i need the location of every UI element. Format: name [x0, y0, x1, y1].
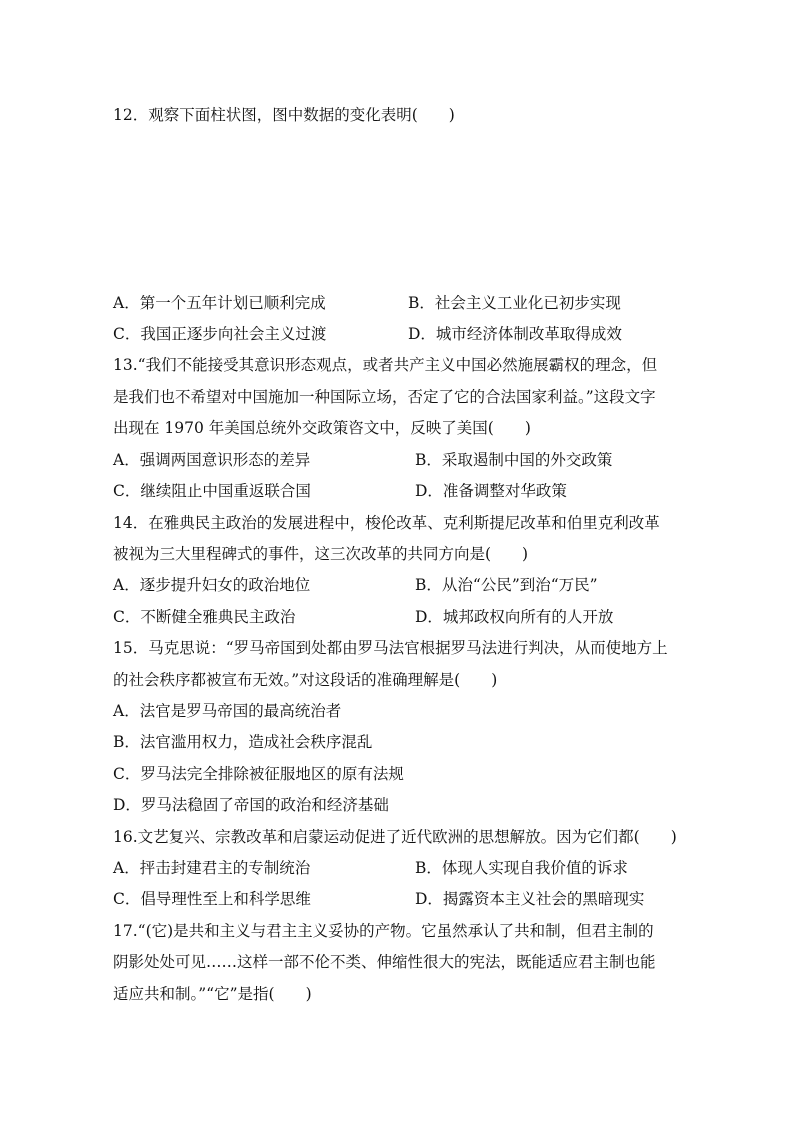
q15-option-a: A．法官是罗马帝国的最高统治者	[113, 702, 342, 720]
q16-stem: 16.文艺复兴、宗教改革和启蒙运动促进了近代欧洲的思想解放。因为它们都( )	[113, 828, 677, 846]
q13-option-a: A．强调两国意识形态的差异	[113, 451, 311, 469]
q12-option-d: D．城市经济体制改革取得成效	[408, 325, 622, 343]
q15-option-c: C．罗马法完全排除被征服地区的原有法规	[113, 765, 404, 783]
q16-option-b: B．体现人实现自我价值的诉求	[415, 859, 628, 877]
q14-option-a: A．逐步提升妇女的政治地位	[113, 576, 311, 594]
q13-stem-line-3: 出现在 1970 年美国总统外交政策咨文中，反映了美国( )	[113, 419, 531, 437]
q14-option-d: D．城邦政权向所有的人开放	[415, 608, 614, 626]
q15-option-b: B．法官滥用权力，造成社会秩序混乱	[113, 733, 373, 751]
q12-option-c: C．我国正逐步向社会主义过渡	[113, 325, 327, 343]
q13-option-d: D．准备调整对华政策	[415, 482, 567, 500]
q12-stem: 12．观察下面柱状图，图中数据的变化表明( )	[113, 106, 455, 124]
q14-option-b: B．从治“公民”到治“万民”	[415, 576, 598, 594]
q16-option-d: D．揭露资本主义社会的黑暗现实	[415, 890, 645, 908]
q14-stem-line-2: 被视为三大里程碑式的事件，这三次改革的共同方向是( )	[113, 545, 529, 563]
q17-stem-line-2: 阴影处处可见……这样一部不伦不类、伸缩性很大的宪法，既能适应君主制也能	[113, 953, 656, 971]
q15-stem-line-1: 15．马克思说：“罗马帝国到处都由罗马法官根据罗马法进行判决，从而使地方上	[113, 639, 668, 657]
q14-stem-line-1: 14．在雅典民主政治的发展进程中，梭伦改革、克利斯提尼改革和伯里克利改革	[113, 514, 660, 532]
bar-chart-placeholder	[113, 135, 683, 285]
q16-option-a: A．抨击封建君主的专制统治	[113, 859, 311, 877]
q14-option-c: C．不断健全雅典民主政治	[113, 608, 296, 626]
q13-stem-line-2: 是我们也不希望对中国施加一种国际立场，否定了它的合法国家利益。”这段文字	[113, 388, 656, 406]
q12-option-b: B．社会主义工业化已初步实现	[408, 294, 621, 312]
q17-stem-line-1: 17.“(它)是共和主义与君主主义妥协的产物。它虽然承认了共和制，但君主制的	[113, 922, 654, 940]
q13-option-b: B．采取遏制中国的外交政策	[415, 451, 613, 469]
q15-option-d: D．罗马法稳固了帝国的政治和经济基础	[113, 796, 389, 814]
q13-stem-line-1: 13.“我们不能接受其意识形态观点，或者共产主义中国必然施展霸权的理念，但	[113, 356, 658, 374]
q17-stem-line-3: 适应共和制。”“它”是指( )	[113, 985, 312, 1003]
q15-stem-line-2: 的社会秩序都被宣布无效。”对这段话的准确理解是( )	[113, 671, 498, 689]
q16-option-c: C．倡导理性至上和科学思维	[113, 890, 311, 908]
q12-option-a: A．第一个五年计划已顺利完成	[113, 294, 326, 312]
q13-option-c: C．继续阻止中国重返联合国	[113, 482, 311, 500]
